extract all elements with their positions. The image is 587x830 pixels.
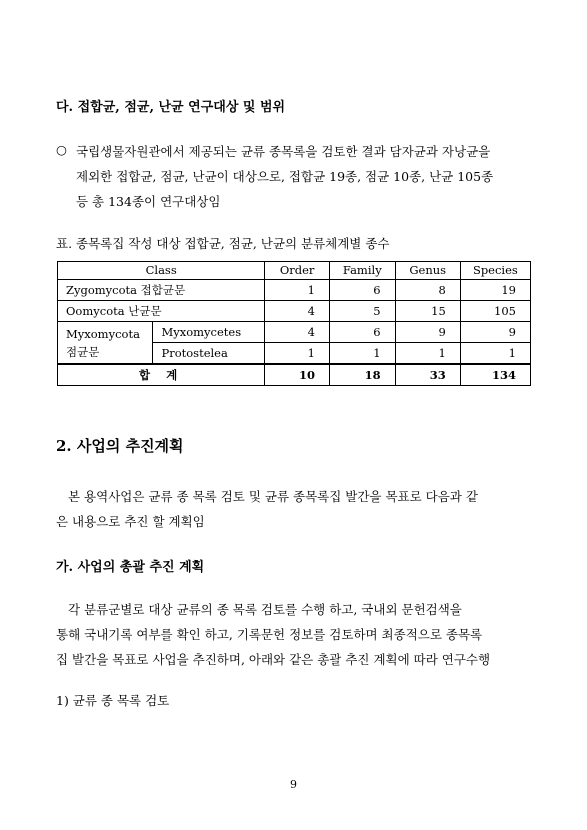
section-heading-ga: 가. 사업의 총괄 추진 계획 xyxy=(56,560,205,575)
cell-order: 10 xyxy=(265,364,330,386)
cell-family: 18 xyxy=(329,364,395,386)
bullet-line: 등 총 134종이 연구대상임 xyxy=(76,194,221,209)
header-family: Family xyxy=(329,262,395,280)
cell-order: 4 xyxy=(265,322,330,343)
table-caption: 표. 종목록집 작성 대상 접합균, 점균, 난균의 분류체계별 종수 xyxy=(56,236,390,251)
cell-species: 19 xyxy=(460,280,530,301)
row-name: Myxomycetes xyxy=(153,322,265,343)
header-species: Species xyxy=(460,262,530,280)
section-heading-2: 2. 사업의 추진계획 xyxy=(56,437,184,455)
row-name: Oomycota 난균문 xyxy=(58,301,265,322)
cell-order: 1 xyxy=(265,343,330,365)
table-total-row xyxy=(58,364,531,386)
cell-genus: 33 xyxy=(395,364,460,386)
section-heading-da: 다. 접합균, 점균, 난균 연구대상 및 범위 xyxy=(56,100,286,115)
cell-family: 6 xyxy=(329,322,395,343)
cell-family: 5 xyxy=(329,301,395,322)
cell-genus: 15 xyxy=(395,301,460,322)
header-genus: Genus xyxy=(395,262,460,280)
cell-species: 105 xyxy=(460,301,530,322)
total-label: 합 계 xyxy=(58,364,265,386)
cell-order: 1 xyxy=(265,280,330,301)
table-row xyxy=(58,322,531,343)
header-order: Order xyxy=(265,262,330,280)
bullet-line: 국립생물자원관에서 제공되는 균류 종목록을 검토한 결과 담자균과 자낭균을 xyxy=(76,144,491,159)
cell-species: 9 xyxy=(460,322,530,343)
cell-species: 134 xyxy=(460,364,530,386)
paragraph-line: 은 내용으로 추진 할 계획임 xyxy=(56,514,205,529)
paragraph-line: 본 용역사업은 균류 종 목록 검토 및 균류 종목록집 발간을 목표로 다음과 같 xyxy=(68,489,478,504)
paragraph-line: 각 분류군별로 대상 균류의 종 목록 검토를 수행 하고, 국내외 문헌검색을 xyxy=(68,602,462,617)
header-class: Class xyxy=(58,262,265,280)
cell-genus: 1 xyxy=(395,343,460,365)
cell-genus: 8 xyxy=(395,280,460,301)
cell-family: 6 xyxy=(329,280,395,301)
page-number: 9 xyxy=(290,778,297,791)
cell-genus: 9 xyxy=(395,322,460,343)
bullet-circle-icon: ○ xyxy=(56,142,67,157)
row-name: Zygomycota 접합균문 xyxy=(58,280,265,301)
cell-species: 1 xyxy=(460,343,530,365)
table-row xyxy=(58,280,531,301)
species-count-table xyxy=(57,261,531,386)
bullet-line: 제외한 접합균, 점균, 난균이 대상으로, 접합균 19종, 점균 10종, 난균 105종 xyxy=(76,169,494,184)
paragraph-line: 집 발간을 목표로 사업을 추진하며, 아래와 같은 총괄 추진 계획에 따라 연구수행 xyxy=(56,652,491,667)
cell-order: 4 xyxy=(265,301,330,322)
paragraph-line: 통해 국내기록 여부를 확인 하고, 기록문헌 정보를 검토하며 최종적으로 종목록 xyxy=(56,627,483,642)
cell-family: 1 xyxy=(329,343,395,365)
row-name: Protostelea xyxy=(153,343,265,365)
row-group-myxomycota: Myxomycota 점균문 xyxy=(58,322,153,365)
table-row xyxy=(58,301,531,322)
table-header-row xyxy=(58,262,531,280)
list-item-1: 1) 균류 종 목록 검토 xyxy=(56,693,170,708)
